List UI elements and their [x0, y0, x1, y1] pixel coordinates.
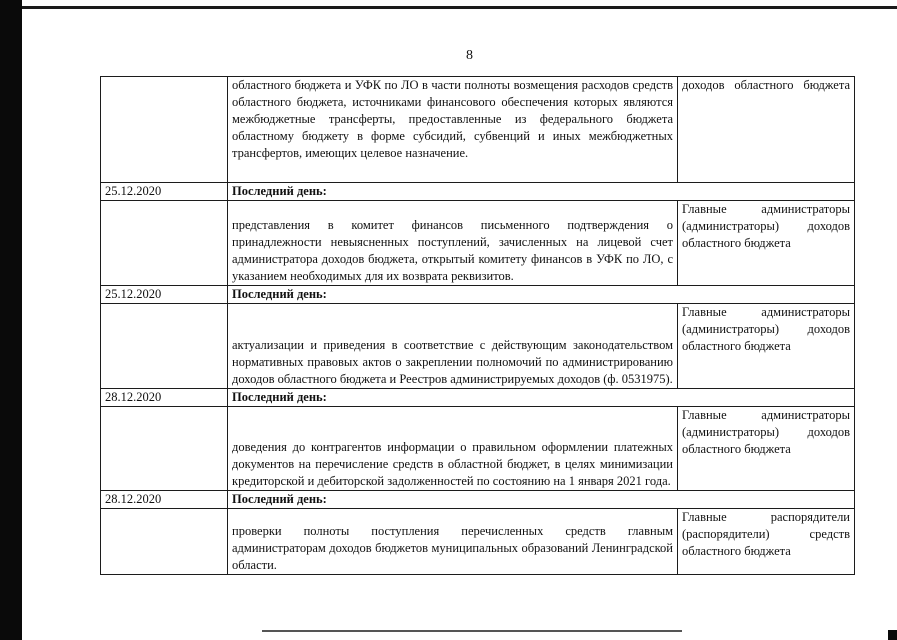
deadline-label: Последний день: [228, 389, 855, 407]
deadline-label: Последний день: [228, 183, 855, 201]
date-cell [101, 77, 228, 183]
responsible-text: доходов областного бюджета [678, 77, 855, 183]
action-text: актуализации и приведения в соответствие с действующим законодательством нормативных правовых актов о закреплении полномочий по администрированию доходов областного бюджета и Реестров администрируемых доходов (ф. 0531975). [228, 304, 678, 389]
date-cell: 25.12.2020 [101, 183, 228, 201]
date-cell: 28.12.2020 [101, 491, 228, 509]
date-cell [101, 509, 228, 575]
date-cell: 25.12.2020 [101, 286, 228, 304]
table-row [101, 407, 855, 491]
scan-bottom-mark [262, 630, 682, 632]
date-cell [101, 407, 228, 491]
table-row [101, 304, 855, 389]
table-row [101, 201, 855, 286]
table-row [101, 389, 855, 407]
table-row [101, 509, 855, 575]
responsible-text: Главные администраторы (администраторы) доходов областного бюджета [678, 407, 855, 491]
deadline-label: Последний день: [228, 491, 855, 509]
date-cell [101, 201, 228, 286]
action-text: областного бюджета и УФК по ЛО в части полноты возмещения расходов средств областного бюджета, источниками финансового обеспечения которых являются межбюджетные трансферты, предоставленные из федерального бюджета областному бюджету в форме субсидий, субвенций и иных межбюджетных трансфертов, имеющих целевое назначение. [228, 77, 678, 183]
action-text: проверки полноты поступления перечисленных средств главным администраторам доходов бюджетов муниципальных образований Ленинградской области. [228, 509, 678, 575]
responsible-text: Главные распорядители (распорядители) средств областного бюджета [678, 509, 855, 575]
date-cell [101, 304, 228, 389]
table-row [101, 491, 855, 509]
deadline-label: Последний день: [228, 286, 855, 304]
schedule-table [100, 76, 855, 575]
action-text: доведения до контрагентов информации о правильном оформлении платежных документов на перечисление средств в областной бюджет, в целях минимизации кредиторской и дебиторской задолженностей по состоянию на 1 января 2021 года. [228, 407, 678, 491]
scan-right-corner [888, 630, 897, 640]
date-cell: 28.12.2020 [101, 389, 228, 407]
action-text: представления в комитет финансов письменного подтверждения о принадлежности невыясненных поступлений, зачисленных на лицевой счет администратора доходов бюджета, открытый комитету финансов в УФК по ЛО, с указанием необходимых для их возврата реквизитов. [228, 201, 678, 286]
scan-left-edge [0, 0, 22, 640]
table-row [101, 77, 855, 183]
responsible-text: Главные администраторы (администраторы) доходов областного бюджета [678, 304, 855, 389]
scan-top-edge [22, 6, 897, 9]
page-number: 8 [466, 48, 473, 63]
table-row [101, 286, 855, 304]
table-row [101, 183, 855, 201]
responsible-text: Главные администраторы (администраторы) доходов областного бюджета [678, 201, 855, 286]
